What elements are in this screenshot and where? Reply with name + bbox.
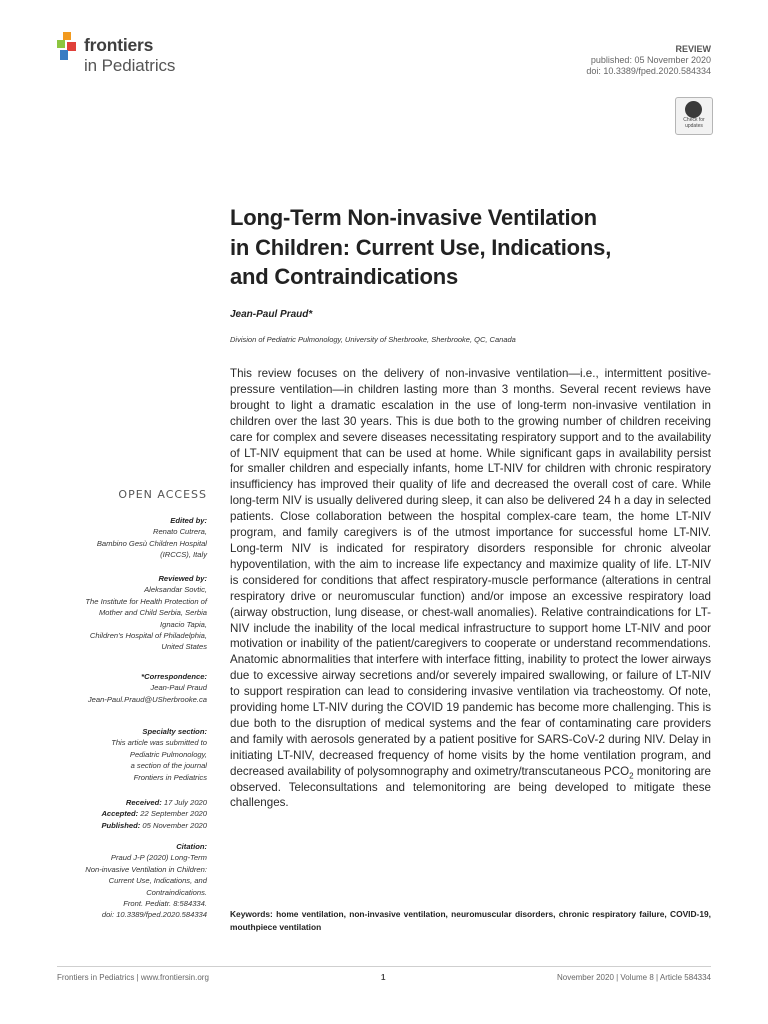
article-header-meta (586, 44, 711, 77)
open-access-label: OPEN ACCESS (118, 488, 207, 501)
reviewed-by: Reviewed by: Aleksandar Sovtic, The Institute for Health Protection of Mother and Child Serbia, Serbia Ignacio Tapia, Children's Hospital of Philadelphia, United States (85, 574, 207, 652)
check-updates-icon (685, 101, 702, 118)
article-dates: Received: 17 July 2020 Accepted: 22 September 2020 Published: 05 November 2020 (101, 798, 207, 830)
doi: doi: 10.3389/fped.2020.584334 (586, 66, 711, 76)
check-for-updates-button[interactable] (675, 97, 713, 135)
author: Jean-Paul Praud* (230, 309, 313, 320)
article-title: Long-Term Non-invasive Ventilation in Children: Current Use, Indications, and Contraindications (230, 205, 612, 289)
journal-name-line2: in Pediatrics (84, 56, 176, 75)
keywords: Keywords: home ventilation, non-invasive ventilation, neuromuscular disorders, chronic respiratory failure, COVID-19, mouthpiece ventilation (230, 909, 711, 932)
affiliation: Division of Pediatric Pulmonology, University of Sherbrooke, Sherbrooke, QC, Canada (230, 335, 516, 344)
journal-logo (57, 32, 207, 82)
check-updates-label: Check for updates (683, 117, 705, 129)
citation: Citation: Praud J-P (2020) Long-Term Non-invasive Ventilation in Children: Current Use, Indications, and Contraindications. Front. Pediatr. 8:584334. doi: 10.3389/fped.2020.584334 (40, 841, 207, 921)
footer-issue-info: November 2020 | Volume 8 | Article 584334 (556, 973, 711, 982)
correspondence-email[interactable]: Jean-Paul.Praud@USherbrooke.ca (87, 694, 207, 704)
article-type: REVIEW (675, 44, 711, 54)
page-number: 1 (381, 973, 386, 982)
footer-journal-link[interactable]: Frontiers in Pediatrics | www.frontiersin.org (57, 973, 209, 982)
correspondence: *Correspondence: Jean-Paul Praud Jean-Paul.Praud@USherbrooke.ca (40, 671, 207, 705)
frontiers-logo-icon (57, 32, 81, 62)
citation-doi[interactable]: doi: 10.3389/fped.2020.584334 (101, 910, 207, 920)
edited-by: Edited by: Renato Cutrera, Bambino Gesù Children Hospital (IRCCS), Italy (96, 516, 207, 560)
specialty-section: Specialty section: This article was submitted to Pediatric Pulmonology, a section of the journal Frontiers in Pediatrics (111, 727, 207, 782)
journal-name-line1: frontiers (84, 35, 154, 55)
published-date: published: 05 November 2020 (590, 55, 711, 65)
abstract: This review focuses on the delivery of non-invasive ventilation—i.e., intermittent positive-pressure ventilation—in children lasting more than 3 months. Several recent reviews have brought to light a dramatic escalation in the use of long-term non-invasive ventilation in children over the last 30 years. This is due both to the growing number of children receiving care for complex and severe diseases necessitating respiratory support and to the availability of LT-NIV equipment that can be used at home. While significant gaps in availability persist for smaller children and especially infants, home LT-NIV for children with chronic respiratory insufficiency has improved their quality of life and decreased the overall cost of care. While long-term NIV is usually delivered during sleep, it can also be delivered 24 h a day in selected patients. Close collaboration between the hospital complex-care team, the home LT-NIV program, and family caregivers is of the utmost importance for successful home LT-NIV. Long-term NIV is indicated for respiratory disorders responsible for chronic alveolar hypoventilation, with the aim to increase life expectancy and maximize quality of life. LT-NIV is considered for conditions that affect respiratory-muscle performance (alterations in central respiratory drive or neuromuscular function) and/or impose an excessive respiratory load (airway obstruction, lung disease, or chest-wall anomalies). Relative contraindications for LT-NIV include the inability of the local medical infrastructure to support home LT-NIV and poor motivation or inability of the patient/caregivers to cooperate or understand recommendations. Anatomic abnormalities that interfere with interface fitting, inability to protect the lower airways due to excessive airway secretions and/or severely impaired swallowing, or failure of LT-NIV to support respiration can lead to considering invasive ventilation via tracheostomy. Of note, providing home LT-NIV during the COVID 19 pandemic has become more challenging. This is due both to the disruption of medical systems and the fear of contaminating care providers and family with aerosols generated by a patient positive for SARS-CoV-2 during NIV. Delay in initiating LT-NIV, decreased frequency of home visits by the home ventilation program, and decreased availability of polysomnography and oximetry/transcutaneous $PCO_2$ monitoring are observed. Teleconsultations and telemonitoring are being developed to mitigate these challenges. (230, 367, 711, 810)
footer-divider (57, 966, 711, 967)
